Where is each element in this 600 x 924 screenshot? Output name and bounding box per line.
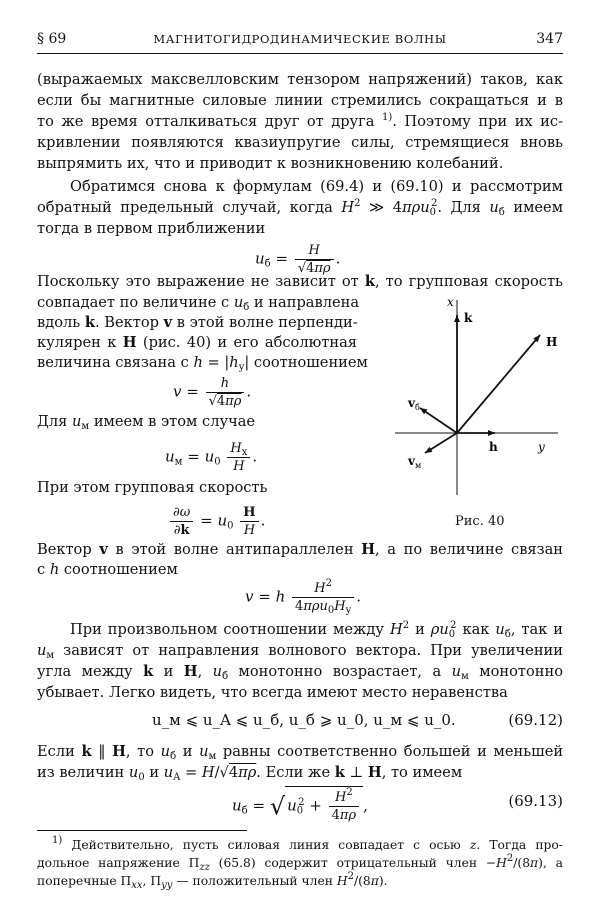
text-line: если бы магнитные силовые линии стремились сокращаться и в <box>37 92 563 109</box>
label-h: h <box>489 440 498 454</box>
equation-ub: $u_б$ = $\frac{H}{√4\pi\rho}$ . <box>255 243 341 276</box>
footnote-line: поперечные $\Pi_{xx}$, $\Pi_{yy}$ — положительный член $H^2/(8\pi)$. <box>37 871 388 891</box>
footnote-line: дольное напряжение $\Pi_{zz}$ (65.8) содержит отрицательный член $-H^2/(8\pi)$, а <box>37 853 563 873</box>
equation-69-13: $u_б$ = √ $u_0^2$ + $\frac{H^2}{4\pi\rho}$ , <box>232 787 368 823</box>
text-line: Обратимся снова к формулам (69.4) и (69.10) и рассмотрим <box>70 178 563 195</box>
text-line: кулярен к H (рис. 40) и его абсолютная <box>37 334 358 351</box>
text-line: кривлении появляются квазиупругие силы, стремящиеся вновь <box>37 134 563 151</box>
text-line: убывает. Легко видеть, что всегда имеют место неравенства <box>37 684 508 701</box>
section-number: § 69 <box>37 31 67 47</box>
text-line: совпадает по величине с $u_б$ и направлена <box>37 294 360 313</box>
text-line: Если k ‖ H, то $u_б$ и $u_м$ равны соответственно большей и меньшей <box>37 743 564 762</box>
label-vm: $v_м$ <box>408 454 422 470</box>
equation-group-velocity: $\frac{\partial\omega}{\partial k}$ = $u_0$ $\frac{H}{H}$ . <box>168 504 265 539</box>
equation-number: (69.12) <box>508 711 563 729</box>
text-line: обратный предельный случай, когда $H^2$ ≫ 4πρu$_0^2$. Для $u_б$ имеем <box>37 198 564 218</box>
label-k: k <box>464 311 473 325</box>
footnote-ref[interactable]: 1) <box>382 112 393 123</box>
text-line: Вектор v в этой волне антипараллелен H, а по величине связан <box>37 541 564 558</box>
label-vb: $v_б$ <box>408 396 420 412</box>
running-header <box>37 31 563 51</box>
equation-v2: v = h $\frac{H^2}{4\pi\rho u_0H_y}$ . <box>245 578 362 616</box>
equation-number: (69.13) <box>508 792 563 810</box>
text-line: тогда в первом приближении <box>37 220 266 237</box>
text-line: вдоль k. Вектор v в этой волне перпенди- <box>37 314 358 331</box>
equation-um: $u_м = u_0$ $\frac{H_x}{H}$ . <box>165 441 258 474</box>
equation-v: v = $\frac{h}{√4\pi\rho}$ . <box>173 376 252 409</box>
chapter-title: МАГНИТОГИДРОДИНАМИЧЕСКИЕ ВОЛНЫ <box>153 32 447 46</box>
footnote-rule <box>37 830 247 831</box>
page-number: 347 <box>536 31 563 47</box>
text-line: Для $u_м$ имеем в этом случае <box>37 413 256 432</box>
text-line: При этом групповая скорость <box>37 479 268 496</box>
text-line: При произвольном соотношении между $H^2$ и $\rho u_0^2$ как $u_б$, так и <box>70 620 564 640</box>
header-rule <box>37 53 563 54</box>
text-line: величина связана с $h = |h_y|$ соотношением <box>37 354 368 373</box>
equation-inequalities: u_м ⩽ u_A ⩽ u_б, u_б ⩾ u_0, u_м ⩽ u_0. <box>152 711 456 729</box>
figure-40 <box>390 290 565 510</box>
text-line: из величин $u_0$ и $u_A = H/√4\pi\rho$. Если же k ⊥ H, то имеем <box>37 764 463 783</box>
text-line: (выражаемых максвелловским тензором напряжений) таков, как <box>37 71 563 88</box>
label-H: H <box>546 335 558 349</box>
vector-vm <box>425 433 457 453</box>
text-line: угла между k и H, $u_б$ монотонно возрастает, а $u_м$ монотонно <box>37 663 563 682</box>
text-line: с h соотношением <box>37 561 178 578</box>
figure-caption: Рис. 40 <box>455 514 505 529</box>
vector-H <box>457 335 540 433</box>
label-y: y <box>538 440 545 454</box>
text-line: выпрямить их, что и приводит к возникновению колебаний. <box>37 155 504 172</box>
vector-vb <box>420 408 457 433</box>
text-line: Поскольку это выражение не зависит от k, то групповая скорость <box>37 273 563 290</box>
text-line: то же время отталкиваться друг от друга $^{1)}$. Поэтому при их ис- <box>37 112 564 130</box>
text-line: $u_м$ зависят от направления волнового вектора. При увеличении <box>37 642 564 661</box>
footnote-line: $^{1)}$ Действительно, пусть силовая линия совпадает с осью z. Тогда про- <box>52 835 563 852</box>
label-x: x <box>447 295 454 309</box>
